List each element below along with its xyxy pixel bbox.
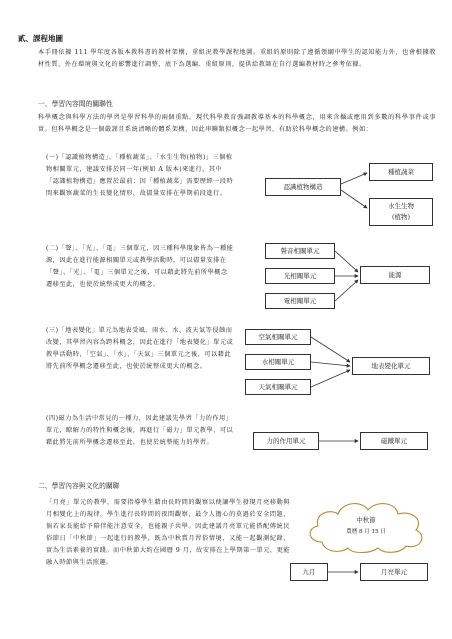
box-electricity-unit: 電相關單元 <box>265 293 335 309</box>
box-water-unit: 水相關單元 <box>245 354 311 370</box>
box-light-unit: 光相關單元 <box>265 268 335 284</box>
item4-text: (四)磁力為生活中常見的一種力，因此建議先學習「力的作用」單元，瞭解力的特性與概念後，再進行「磁力」單元教學，可以藉此將先前所學概念遷移至此，也使於統整能力的學習。 <box>46 415 234 446</box>
part2-paragraph: 「月亮」單元的教學，需要指導學生藉由長時間的觀察以便讓學生發現月亮移動與月相變化上的規律。學生進行長時間的夜間觀察，最令人擔心的莫過於安全問題，倘若家長能給予陪伴能注意安全，也能親子共學。因此建議月亮單元能搭配傳統民俗節日「中秋節」一起進行的教學，既為中秋賞月習俗情境，又能一起觀測紀錄，實為生活素養的實踐。而中秋節大約在國曆 9 月，故安排在上學期第一單元，更能融入時節與生活照趣。 <box>46 499 290 566</box>
box-air-unit: 空氣相關單元 <box>245 329 311 345</box>
item1-text: (一)「認識植物構造」、「種植蔬菜」、「水生生物(植物)」三個植物相關單元，建議安排於同一年(例如 A 版本)來進行，其中「認識植物構造」應置於最前；因「種植蔬菜」需要歷經一段時間來觀察蔬菜的生長變化情形，故儘量安排在學期前段進行。 <box>46 154 234 197</box>
box-plant-structure: 認識植物構造 <box>265 178 341 196</box>
section-title: 貳、課程地圖 <box>18 34 63 43</box>
intro-paragraph: 本手冊依據 111 學年度各版本教科書的教材架構，重組況教學課程地圖。重組的原則除了遵循領綱中學生的認知能力外，也會根據教材性質、外在環境與文化的影響進行調整，底下為選編、重組原則，提供給教師在自行選編教材時之參考依據。 <box>38 49 436 68</box>
arrow-weather-to-landform <box>311 370 350 387</box>
box-sound-unit: 聲音相關單元 <box>265 243 335 259</box>
item3-text: (三)「地表變化」單元為地表受風、雨水、水、波天氣等侵蝕而改變，其學習內容為跨科概念，因此在進行「地表變化」單元或教學活動時，「空氣」、「水」、「天氣」三個單元之後，可以藉此將先前所學概念遷移至此，也使於統整成更大的概念。 <box>46 327 234 370</box>
box-september: 九月 <box>290 563 328 581</box>
box-landform-unit: 地表變化單元 <box>352 357 430 375</box>
arrow-plant-to-veg <box>341 173 367 184</box>
cloud-title: 中秋節 <box>356 516 376 524</box>
box-energy: 能源 <box>360 266 430 284</box>
box-weather-unit: 天氣相關單元 <box>245 379 311 395</box>
arrow-plant-to-aquatic <box>341 190 367 208</box>
arrow-sound-to-energy <box>335 251 358 272</box>
box-force-unit: 力的作用單元 <box>253 432 319 450</box>
item2-text: (二)「聲」、「光」、「電」三個單元，因三種科學現象皆為一種能源，因此在進行能源相關單元或教學活動時，可以儘量安排在「聲」、「光」、「電」三個單元之後，可以藉此將先前所學概念遷移至此，也使於統整成更大的概念。 <box>46 245 234 288</box>
box-moon-unit: 月亮單元 <box>360 563 428 581</box>
part1-heading: 一、學習內容間的關聯性 <box>38 100 113 108</box>
box-grow-vegetables: 種植蔬菜 <box>369 163 433 181</box>
arrow-air-to-landform <box>311 337 350 362</box>
part2-heading: 二、學習內容與文化的關聯 <box>38 482 120 490</box>
cloud-date: 農曆 8 月 15 日 <box>346 529 386 535</box>
box-magnet-unit: 磁鐵單元 <box>360 432 428 450</box>
arrow-water-to-landform <box>311 362 350 366</box>
part1-paragraph: 科學概念與科學方法的學習是學習科學的兩個重點。現代科學教育強調教導基本的科學概念，用來含攝或應用到多數的科學事件或事實。但科學概念是一個嚴謹且系統清晰的體系架構，因此串聯類似概念一起學習，有助於科學概念的建構。例如： <box>38 114 436 133</box>
arrow-electric-to-energy <box>335 280 358 301</box>
box-aquatic-plants: 水生生物 (植物) <box>369 198 433 226</box>
